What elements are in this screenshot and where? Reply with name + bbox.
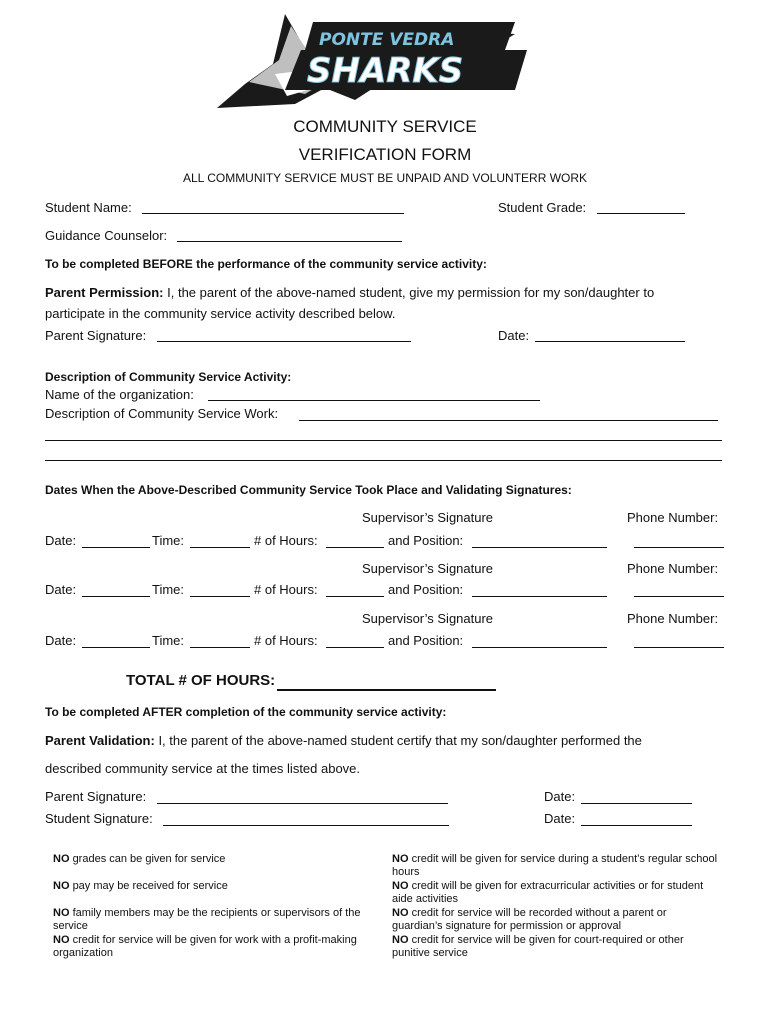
parent-validation-text2: described community service at the times listed above. (45, 761, 361, 776)
rule-item (392, 880, 712, 906)
rule-no: NO (392, 853, 409, 865)
organization-field[interactable] (208, 400, 540, 401)
student-grade-field[interactable] (597, 213, 685, 214)
rule-no: NO (53, 880, 70, 892)
date-field[interactable] (82, 596, 150, 597)
student-date-field[interactable] (581, 825, 692, 826)
time-field[interactable] (190, 647, 250, 648)
phone-number-label: Phone Number: (627, 510, 719, 525)
rule-text: grades can be given for service (72, 853, 226, 865)
phone-number-field[interactable] (634, 596, 724, 597)
parent-signature-field[interactable] (157, 341, 411, 342)
logo-line2: SHARKS (307, 51, 464, 91)
hours-field[interactable] (326, 596, 384, 597)
total-hours-field[interactable] (277, 689, 496, 691)
hours-label: # of Hours: (254, 633, 318, 648)
parent-validation-signature-label: Parent Signature: (45, 789, 147, 804)
supervisor-signature-label: Supervisor’s Signature (362, 611, 494, 626)
hours-field[interactable] (326, 647, 384, 648)
shark-icon (215, 4, 533, 112)
rule-item (392, 934, 712, 960)
rule-item (392, 853, 722, 879)
logo-line1: PONTE VEDRA (319, 30, 455, 50)
rule-item (392, 907, 712, 933)
rule-text: credit will be given for extracurricular activities or for student aide activities (392, 880, 704, 905)
rule-no: NO (392, 880, 409, 892)
date-field[interactable] (82, 547, 150, 548)
supervisor-signature-label: Supervisor’s Signature (362, 510, 494, 525)
date-label: Date: (45, 533, 77, 548)
form-title-line2: VERIFICATION FORM (298, 145, 472, 164)
phone-number-label: Phone Number: (627, 561, 719, 576)
rule-item (53, 907, 383, 933)
organization-label: Name of the organization: (45, 387, 194, 402)
rule-item (53, 853, 383, 866)
rule-text: credit for service will be given for work with a profit-making organization (53, 934, 357, 959)
rule-text: pay may be received for service (72, 880, 228, 892)
after-heading: To be completed AFTER completion of the community service activity: (45, 705, 447, 719)
before-heading: To be completed BEFORE the performance of the community service activity: (45, 257, 487, 271)
parent-date-field[interactable] (535, 341, 685, 342)
service-work-line-2[interactable] (45, 440, 722, 441)
phone-number-field[interactable] (634, 647, 724, 648)
parent-validation-text1: I, the parent of the above-named student certify that my son/daughter performed the (158, 733, 642, 748)
rule-text: credit for service will be recorded without a parent or guardian’s signature for permission or approval (392, 907, 667, 932)
guidance-counselor-field[interactable] (177, 241, 402, 242)
student-name-label: Student Name: (45, 200, 132, 215)
rule-no: NO (392, 934, 409, 946)
supervisor-signature-field[interactable] (472, 647, 607, 648)
student-signature-label: Student Signature: (45, 811, 153, 826)
hours-label: # of Hours: (254, 582, 318, 597)
dates-heading: Dates When the Above-Described Community Service Took Place and Validating Signatures: (45, 483, 572, 497)
hours-label: # of Hours: (254, 533, 318, 548)
rule-item (53, 934, 363, 960)
sharks-logo (215, 4, 533, 112)
parent-permission-paragraph (45, 285, 654, 300)
date-label: Date: (45, 582, 77, 597)
time-field[interactable] (190, 596, 250, 597)
time-label: Time: (152, 533, 185, 548)
rule-item (53, 880, 383, 893)
supervisor-signature-label: Supervisor’s Signature (362, 561, 494, 576)
phone-number-field[interactable] (634, 547, 724, 548)
parent-validation-signature-field[interactable] (157, 803, 448, 804)
rule-text: family members may be the recipients or supervisors of the service (53, 907, 361, 932)
parent-signature-label: Parent Signature: (45, 328, 147, 343)
parent-date-label: Date: (498, 328, 530, 343)
guidance-counselor-label: Guidance Counselor: (45, 228, 168, 243)
service-work-label: Description of Community Service Work: (45, 406, 279, 421)
rule-no: NO (53, 907, 70, 919)
position-label: and Position: (388, 633, 464, 648)
supervisor-signature-field[interactable] (472, 547, 607, 548)
rule-text: credit will be given for service during a student’s regular school hours (392, 853, 718, 878)
rule-no: NO (392, 907, 409, 919)
hours-field[interactable] (326, 547, 384, 548)
parent-permission-text1: I, the parent of the above-named student, give my permission for my son/daughter to (167, 285, 655, 300)
parent-validation-label: Parent Validation: (45, 733, 155, 748)
service-work-line-3[interactable] (45, 460, 722, 461)
time-label: Time: (152, 633, 185, 648)
parent-validation-date-label: Date: (544, 789, 576, 804)
form-title-line1: COMMUNITY SERVICE (293, 117, 477, 136)
time-field[interactable] (190, 547, 250, 548)
rule-text: credit for service will be given for court-required or other punitive service (392, 934, 684, 959)
phone-number-label: Phone Number: (627, 611, 719, 626)
parent-permission-text2: participate in the community service activity described below. (45, 306, 396, 321)
total-hours-label: TOTAL # OF HOURS: (126, 672, 276, 689)
form-subtitle: ALL COMMUNITY SERVICE MUST BE UNPAID AND VOLUNTERR WORK (182, 171, 588, 185)
parent-validation-paragraph (45, 733, 642, 748)
position-label: and Position: (388, 533, 464, 548)
student-grade-label: Student Grade: (498, 200, 587, 215)
supervisor-signature-field[interactable] (472, 596, 607, 597)
position-label: and Position: (388, 582, 464, 597)
student-signature-field[interactable] (163, 825, 449, 826)
rule-no: NO (53, 853, 70, 865)
parent-validation-date-field[interactable] (581, 803, 692, 804)
description-heading: Description of Community Service Activity: (45, 370, 292, 384)
date-field[interactable] (82, 647, 150, 648)
time-label: Time: (152, 582, 185, 597)
student-name-field[interactable] (142, 213, 404, 214)
date-label: Date: (45, 633, 77, 648)
student-date-label: Date: (544, 811, 576, 826)
rule-no: NO (53, 934, 70, 946)
service-work-field[interactable] (299, 420, 718, 421)
parent-permission-label: Parent Permission: (45, 285, 164, 300)
